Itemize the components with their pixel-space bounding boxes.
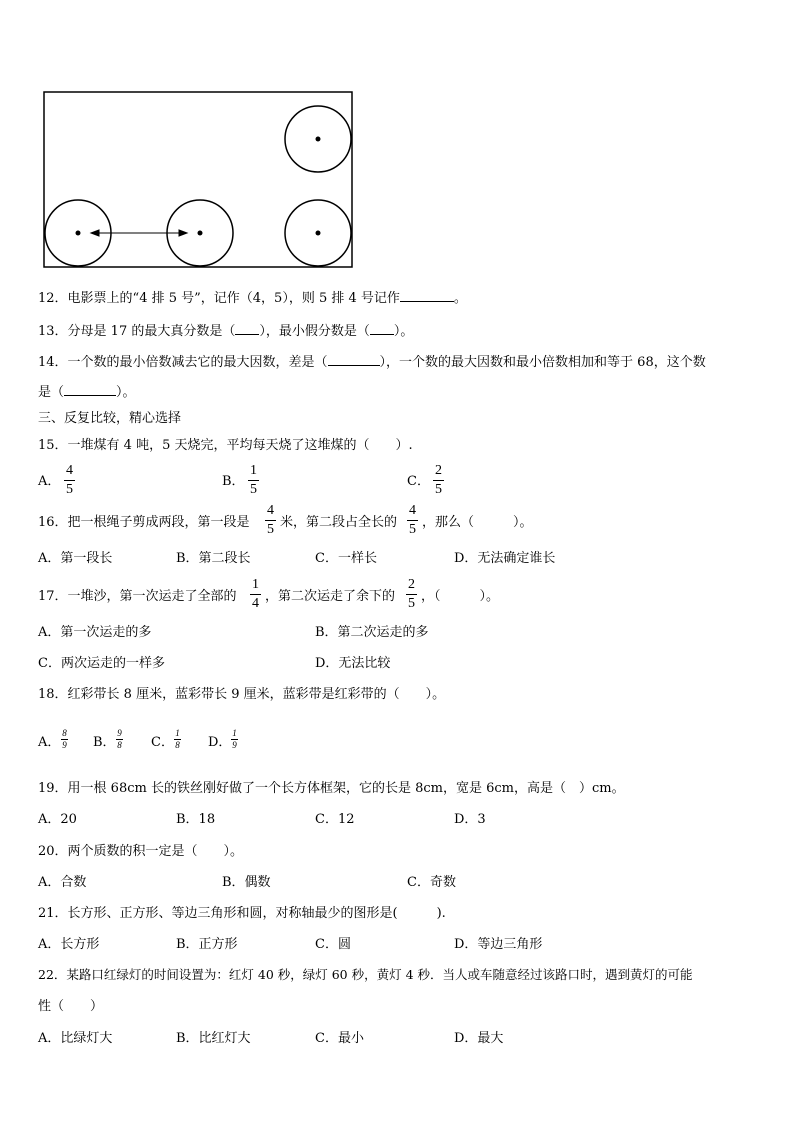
q19-option-a[interactable]: A．20 — [38, 812, 77, 827]
q16-text-c: ，那么（ ）。 — [422, 515, 533, 530]
q16-option-b[interactable]: B．第二段长 — [176, 551, 251, 566]
q15-option-b-fraction — [248, 464, 259, 497]
q19-stem: 19．用一根 68cm 长的铁丝刚好做了一个长方体框架，它的长是 8cm，宽是 6cm，高是（ ）cm。 — [38, 781, 625, 796]
q13-blank-2[interactable] — [370, 334, 394, 335]
circles-figure — [0, 0, 794, 300]
q12-answer-blank[interactable] — [400, 301, 454, 302]
q14-text-b: ），一个数的最大因数和最小倍数相加和等于 68，这个数 — [379, 355, 706, 370]
q13-text-a: 13．分母是 17 的最大真分数是（ — [38, 324, 236, 339]
q18-d-num: 1 — [232, 728, 237, 738]
q19-option-c[interactable]: C．12 — [315, 812, 355, 827]
q21-option-a[interactable]: A．长方形 — [38, 937, 100, 952]
q16-fraction-1 — [265, 504, 276, 537]
q17-option-d[interactable]: D．无法比较 — [315, 656, 391, 671]
q17-fraction-2 — [406, 578, 417, 611]
circle-bottom-right-center — [316, 231, 321, 236]
circle-bottom-left-center — [76, 231, 81, 236]
q12-text: 12．电影票上的“4 排 5 号”，记作（4，5），则 5 排 4 号记作 — [38, 291, 400, 306]
q21-option-d[interactable]: D．等边三角形 — [454, 937, 543, 952]
q18-stem: 18．红彩带长 8 厘米，蓝彩带长 9 厘米，蓝彩带是红彩带的（ ）。 — [38, 687, 446, 702]
q22-stem-line2: 性（ ） — [38, 999, 104, 1014]
q22-option-a[interactable]: A．比绿灯大 — [38, 1031, 113, 1046]
q22-option-c[interactable]: C．最小 — [315, 1031, 364, 1046]
q15-option-c-fraction — [433, 464, 444, 497]
q15-option-a-label[interactable]: A． — [38, 474, 61, 489]
q16-f1-num: 4 — [267, 503, 274, 518]
q15-b-den: 5 — [250, 482, 257, 497]
q21-stem: 21．长方形、正方形、等边三角形和圆，对称轴最少的图形是( ). — [38, 906, 446, 921]
q15-c-num: 2 — [435, 463, 442, 478]
question-14-line1 — [38, 356, 706, 369]
q16-text-b: 米，第二段占全长的 — [280, 515, 398, 530]
q17-f1-num: 1 — [252, 577, 259, 592]
q13-blank-1[interactable] — [235, 334, 259, 335]
q14-text-d: ）。 — [116, 385, 136, 400]
q14-text-c: 是（ — [38, 385, 65, 400]
question-13 — [38, 325, 413, 338]
q15-stem: 15．一堆煤有 4 吨，5 天烧完，平均每天烧了这堆煤的（ ）. — [38, 438, 413, 453]
q17-option-a[interactable]: A．第一次运走的多 — [38, 625, 152, 640]
figure-frame — [44, 92, 352, 267]
circle-top-right-center — [316, 137, 321, 142]
q15-c-den: 5 — [435, 482, 442, 497]
q15-a-num: 4 — [66, 463, 73, 478]
question-14-line2 — [38, 386, 136, 399]
q21-option-b[interactable]: B．正方形 — [176, 937, 238, 952]
q18-option-a-fraction — [61, 729, 68, 750]
q14-blank-2[interactable] — [64, 395, 116, 396]
q20-stem: 20．两个质数的积一定是（ ）。 — [38, 844, 244, 859]
q12-end: 。 — [453, 291, 467, 306]
q18-d-den: 9 — [232, 740, 237, 750]
q17-fraction-1 — [250, 578, 261, 611]
q19-option-b[interactable]: B．18 — [176, 812, 216, 827]
question-12 — [38, 292, 467, 305]
section-3-heading: 三、反复比较，精心选择 — [38, 411, 182, 426]
q18-option-a-label[interactable]: A． — [38, 735, 61, 750]
q18-option-d-fraction — [231, 729, 238, 750]
q17-text-b: ，第二次运走了余下的 — [265, 589, 396, 604]
q18-a-den: 9 — [62, 740, 67, 750]
q16-f2-num: 4 — [409, 503, 416, 518]
q17-f2-den: 5 — [408, 596, 415, 611]
q15-a-den: 5 — [66, 482, 73, 497]
q17-text-a: 17．一堆沙，第一次运走了全部的 — [38, 589, 237, 604]
q17-f1-den: 4 — [252, 596, 259, 611]
q18-c-num: 1 — [175, 728, 180, 738]
q20-option-a[interactable]: A．合数 — [38, 875, 87, 890]
q18-c-den: 8 — [175, 740, 180, 750]
q17-f2-num: 2 — [408, 577, 415, 592]
q22-option-b[interactable]: B．比红灯大 — [176, 1031, 251, 1046]
q21-option-c[interactable]: C．圆 — [315, 937, 351, 952]
q16-f1-den: 5 — [267, 522, 274, 537]
q18-a-num: 8 — [62, 728, 67, 738]
q22-stem-line1: 22．某路口红绿灯的时间设置为：红灯 40 秒，绿灯 60 秒，黄灯 4 秒．当人或车随意经过该路口时，遇到黄灯的可能 — [38, 967, 693, 982]
q16-text-a: 16．把一根绳子剪成两段，第一段是 — [38, 515, 250, 530]
q22-option-d[interactable]: D．最大 — [454, 1031, 504, 1046]
q13-text-b: ），最小假分数是（ — [259, 324, 370, 339]
double-arrow — [91, 230, 187, 236]
q18-option-d-label[interactable]: D． — [208, 735, 232, 750]
q18-option-b-fraction — [116, 729, 123, 750]
q15-option-a-fraction — [64, 464, 75, 497]
q18-option-b-label[interactable]: B． — [93, 735, 116, 750]
q20-option-c[interactable]: C．奇数 — [407, 875, 456, 890]
q17-text-c: ，（ ）。 — [421, 589, 500, 604]
circle-bottom-middle-center — [198, 231, 203, 236]
q16-option-a[interactable]: A．第一段长 — [38, 551, 113, 566]
q14-text-a: 14．一个数的最小倍数减去它的最大因数，差是（ — [38, 355, 328, 370]
q18-option-c-label[interactable]: C． — [151, 735, 174, 750]
q15-b-num: 1 — [250, 463, 257, 478]
q20-option-b[interactable]: B．偶数 — [222, 875, 271, 890]
q17-option-c[interactable]: C．两次运走的一样多 — [38, 656, 165, 671]
q14-blank-1[interactable] — [328, 365, 380, 366]
q15-option-b-label[interactable]: B． — [222, 474, 245, 489]
q18-b-den: 8 — [117, 740, 122, 750]
q16-option-d[interactable]: D．无法确定谁长 — [454, 551, 556, 566]
q16-option-c[interactable]: C．一样长 — [315, 551, 377, 566]
q16-f2-den: 5 — [409, 522, 416, 537]
q17-option-b[interactable]: B．第二次运走的多 — [315, 625, 429, 640]
q18-b-num: 9 — [117, 728, 122, 738]
q19-option-d[interactable]: D．3 — [454, 812, 486, 827]
q16-fraction-2 — [407, 504, 418, 537]
q18-option-c-fraction — [174, 729, 181, 750]
q13-text-c: ）。 — [393, 324, 414, 339]
q15-option-c-label[interactable]: C． — [407, 474, 430, 489]
